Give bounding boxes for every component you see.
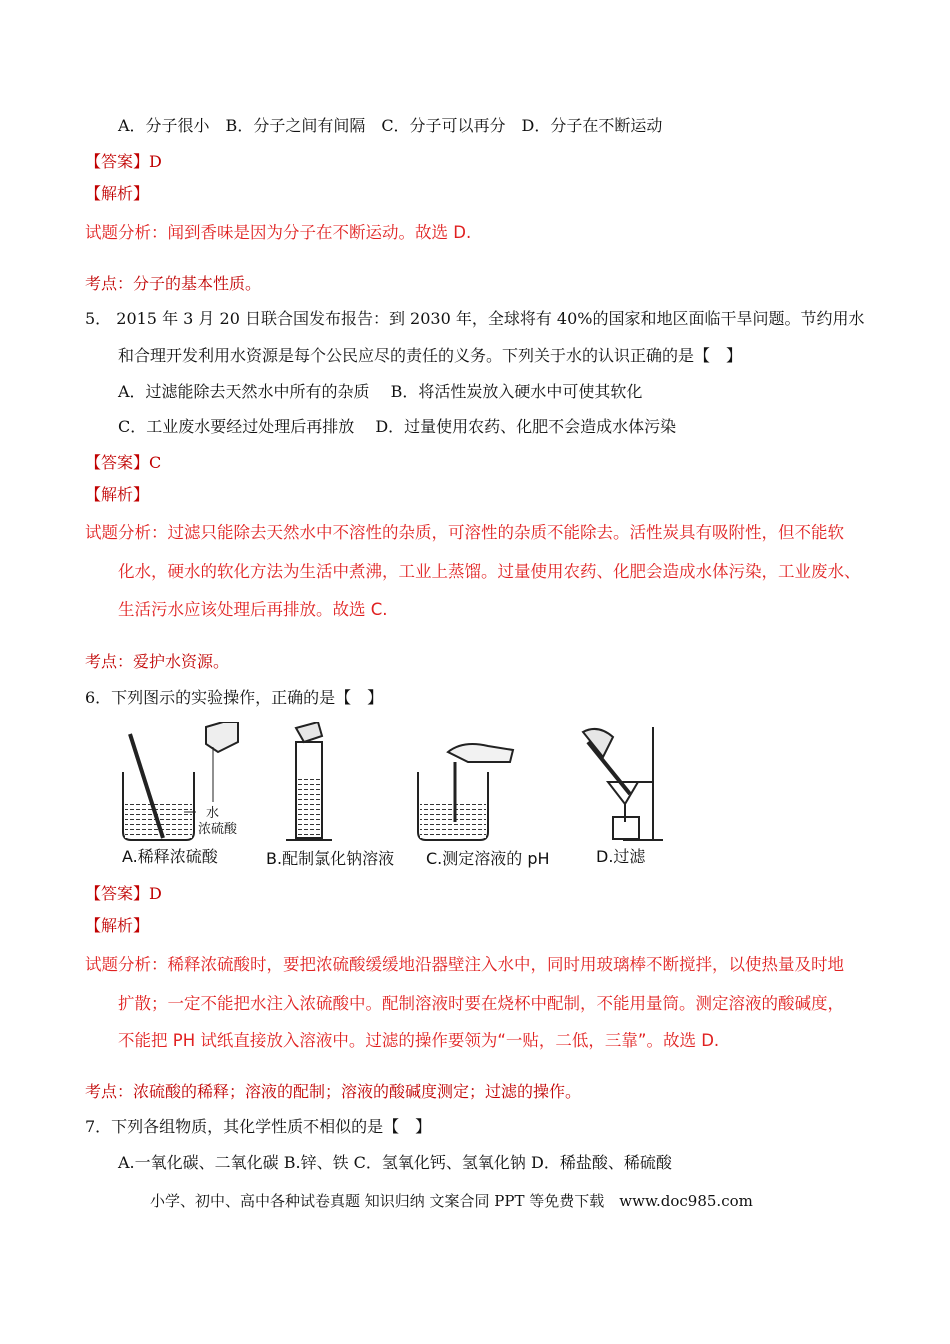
q4-answer: 【答案】D xyxy=(85,152,162,171)
caption-b: B.配制氯化钠溶液 xyxy=(266,849,395,868)
q6-analysis-line1: 试题分析：稀释浓硫酸时，要把浓硫酸缓缓地沿器壁注入水中，同时用玻璃棒不断搅拌，以使热量及时地 xyxy=(85,955,844,974)
q5-answer: 【答案】C xyxy=(85,453,162,472)
q5-analysis-line3: 生活污水应该处理后再排放。故选 C. xyxy=(118,600,388,619)
q6-kaodian: 考点：浓硫酸的稀释；溶液的配制；溶液的酸碱度测定；过滤的操作。 xyxy=(85,1082,582,1101)
q5-analysis-label: 【解析】 xyxy=(85,485,150,504)
beaker-c xyxy=(418,744,513,840)
q5-kaodian: 考点：爱护水资源。 xyxy=(85,652,230,671)
q6-analysis-line3: 不能把 PH 试纸直接放入溶液中。过滤的操作要领为“一贴，二低，三靠”。故选 D. xyxy=(118,1031,720,1050)
page-footer: 小学、初中、高中各种试卷真题 知识归纳 文案合同 PPT 等免费下载 www.doc985.com xyxy=(150,1192,753,1210)
q6-answer: 【答案】D xyxy=(85,884,162,903)
label-water: 水 xyxy=(206,806,220,821)
q7-stem: 7．下列各组物质，其化学性质不相似的是【 】 xyxy=(85,1117,432,1136)
q6-stem: 6．下列图示的实验操作，正确的是【 】 xyxy=(85,688,384,707)
q5-analysis-line1: 试题分析：过滤只能除去天然水中不溶性的杂质，可溶性的杂质不能除去。活性炭具有吸附性，但不能软 xyxy=(85,523,844,542)
q4-options: A．分子很小 B．分子之间有间隔 C．分子可以再分 D．分子在不断运动 xyxy=(118,116,663,135)
q4-kaodian: 考点：分子的基本性质。 xyxy=(85,274,262,293)
cylinder-b xyxy=(286,722,332,840)
q5-stem-line1: 5． 2015 年 3 月 20 日联合国发布报告：到 2030 年，全球将有 40%的国家和地区面临干旱问题。节约用水 xyxy=(85,309,865,328)
q5-analysis-line2: 化水，硬水的软化方法为生活中煮沸，工业上蒸馏。过量使用农药、化肥会造成水体污染，工业废水、 xyxy=(118,562,861,581)
caption-c: C.测定溶液的 pH xyxy=(426,849,550,868)
label-acid: 浓硫酸 xyxy=(198,822,238,837)
q4-analysis-label: 【解析】 xyxy=(85,184,150,203)
q5-options-cd: C．工业废水要经过处理后再排放 D．过量使用农药、化肥不会造成水体污染 xyxy=(118,417,677,436)
q6-analysis-label: 【解析】 xyxy=(85,916,150,935)
q7-options: A.一氧化碳、二氧化碳 B.锌、铁 C．氢氧化钙、氢氧化钠 D．稀盐酸、稀硫酸 xyxy=(118,1153,672,1172)
q4-analysis: 试题分析：闻到香味是因为分子在不断运动。故选 D. xyxy=(85,223,472,242)
caption-d: D.过滤 xyxy=(596,847,646,866)
q5-options-ab: A．过滤能除去天然水中所有的杂质 B．将活性炭放入硬水中可使其软化 xyxy=(118,382,643,401)
caption-a: A.稀释浓硫酸 xyxy=(122,847,218,866)
q5-stem-line2: 和合理开发利用水资源是每个公民应尽的责任的义务。下列关于水的认识正确的是【 】 xyxy=(118,346,743,365)
filter-d xyxy=(583,727,663,840)
q6-figure xyxy=(118,722,678,867)
q6-analysis-line2: 扩散；一定不能把水注入浓硫酸中。配制溶液时要在烧杯中配制，不能用量筒。测定溶液的酸碱度， xyxy=(118,994,844,1013)
